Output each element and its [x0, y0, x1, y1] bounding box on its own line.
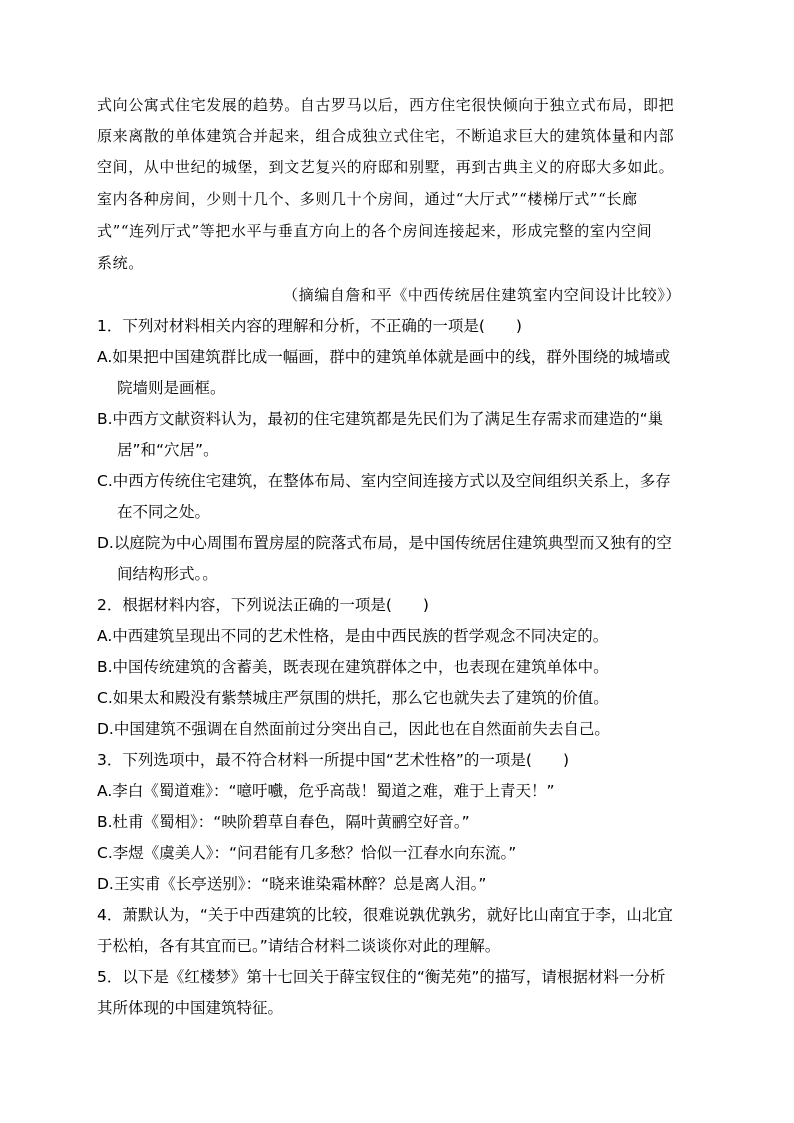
question-3-option-d: D.王实甫《长亭送别》：“晓来谁染霜林醉？总是离人泪。” — [97, 875, 487, 893]
question-2-option-a: A.中西建筑呈现出不同的艺术性格，是由中西民族的哲学观念不同决定的。 — [97, 627, 609, 645]
question-3-option-a: A.李白《蜀道难》：“噫吁嚱，危乎高哉！蜀道之难，难于上青天！” — [97, 782, 555, 800]
passage-line: 式向公寓式住宅发展的趋势。自古罗马以后，西方住宅很快倾向于独立式布局，即把 — [97, 96, 675, 114]
question-3-option-c: C.李煜《虞美人》：“问君能有几多愁？恰似一江春水向东流。” — [97, 844, 517, 862]
question-1-option-d-cont: 间结构形式。。 — [117, 565, 218, 583]
question-3-stem: 3．下列选项中，最不符合材料一所提中国“艺术性格”的一项是( ) — [97, 751, 570, 769]
question-1-option-b: B.中西方文献资料认为，最初的住宅建筑都是先民们为了满足生存需求而建造的“巢 — [97, 410, 664, 428]
passage-line: 室内各种房间，少则十几个、多则几十个房间，通过“大厅式”“楼梯厅式”“长廊 — [97, 190, 638, 208]
passage-source: （摘编自詹和平《中西传统居住建筑室内空间设计比较》） — [283, 286, 682, 304]
question-1-option-c-cont: 在不同之处。 — [117, 503, 211, 521]
question-2-option-d: D.中国建筑不强调在自然面前过分突出自己，因此也在自然面前失去自己。 — [97, 720, 610, 738]
question-4-text-cont: 于松柏，各有其宜而已。”请结合材料二谈谈你对此的理解。 — [97, 937, 501, 955]
question-5-text: 5．以下是《红楼梦》第十七回关于薛宝钗住的“衡芜苑”的描写，请根据材料一分析 — [97, 968, 666, 986]
question-5-text-cont: 其所体现的中国建筑特征。 — [97, 999, 284, 1017]
passage-line: 空间，从中世纪的城堡，到文艺复兴的府邸和别墅，再到古典主义的府邸大多如此。 — [97, 158, 675, 176]
question-1-option-b-cont: 居”和“穴居”。 — [117, 441, 219, 459]
question-1-option-a: A.如果把中国建筑群比成一幅画，群中的建筑单体就是画中的线，群外围绕的城墙或 — [97, 348, 671, 366]
question-1-option-c: C.中西方传统住宅建筑，在整体布局、室内空间连接方式以及空间组织关系上，多存 — [97, 472, 671, 490]
passage-line: 系统。 — [97, 254, 144, 272]
question-4-text: 4．萧默认为，“关于中西建筑的比较，很难说孰优孰劣，就好比山南宜于李，山北宜 — [97, 906, 673, 924]
question-2-option-c: C.如果太和殿没有紫禁城庄严氛围的烘托，那么它也就失去了建筑的价值。 — [97, 689, 609, 707]
question-1-stem: 1．下列对材料相关内容的理解和分析，不正确的一项是( ) — [97, 317, 522, 335]
question-3-option-b: B.杜甫《蜀相》：“映阶碧草自春色，隔叶黄鹂空好音。” — [97, 813, 470, 831]
question-1-option-a-cont: 院墙则是画框。 — [117, 379, 226, 397]
question-2-option-b: B.中国传统建筑的含蓄美，既表现在建筑群体之中，也表现在建筑单体中。 — [97, 658, 609, 676]
passage-line: 原来离散的单体建筑合并起来，组合成独立式住宅，不断追求巨大的建筑体量和内部 — [97, 127, 675, 145]
question-2-stem: 2．根据材料内容，下列说法正确的一项是( ) — [97, 596, 429, 614]
passage-line: 式”“连列厅式”等把水平与垂直方向上的各个房间连接起来，形成完整的室内空间 — [97, 222, 653, 240]
question-1-option-d: D.以庭院为中心周围布置房屋的院落式布局，是中国传统居住建筑典型而又独有的空 — [97, 534, 672, 552]
